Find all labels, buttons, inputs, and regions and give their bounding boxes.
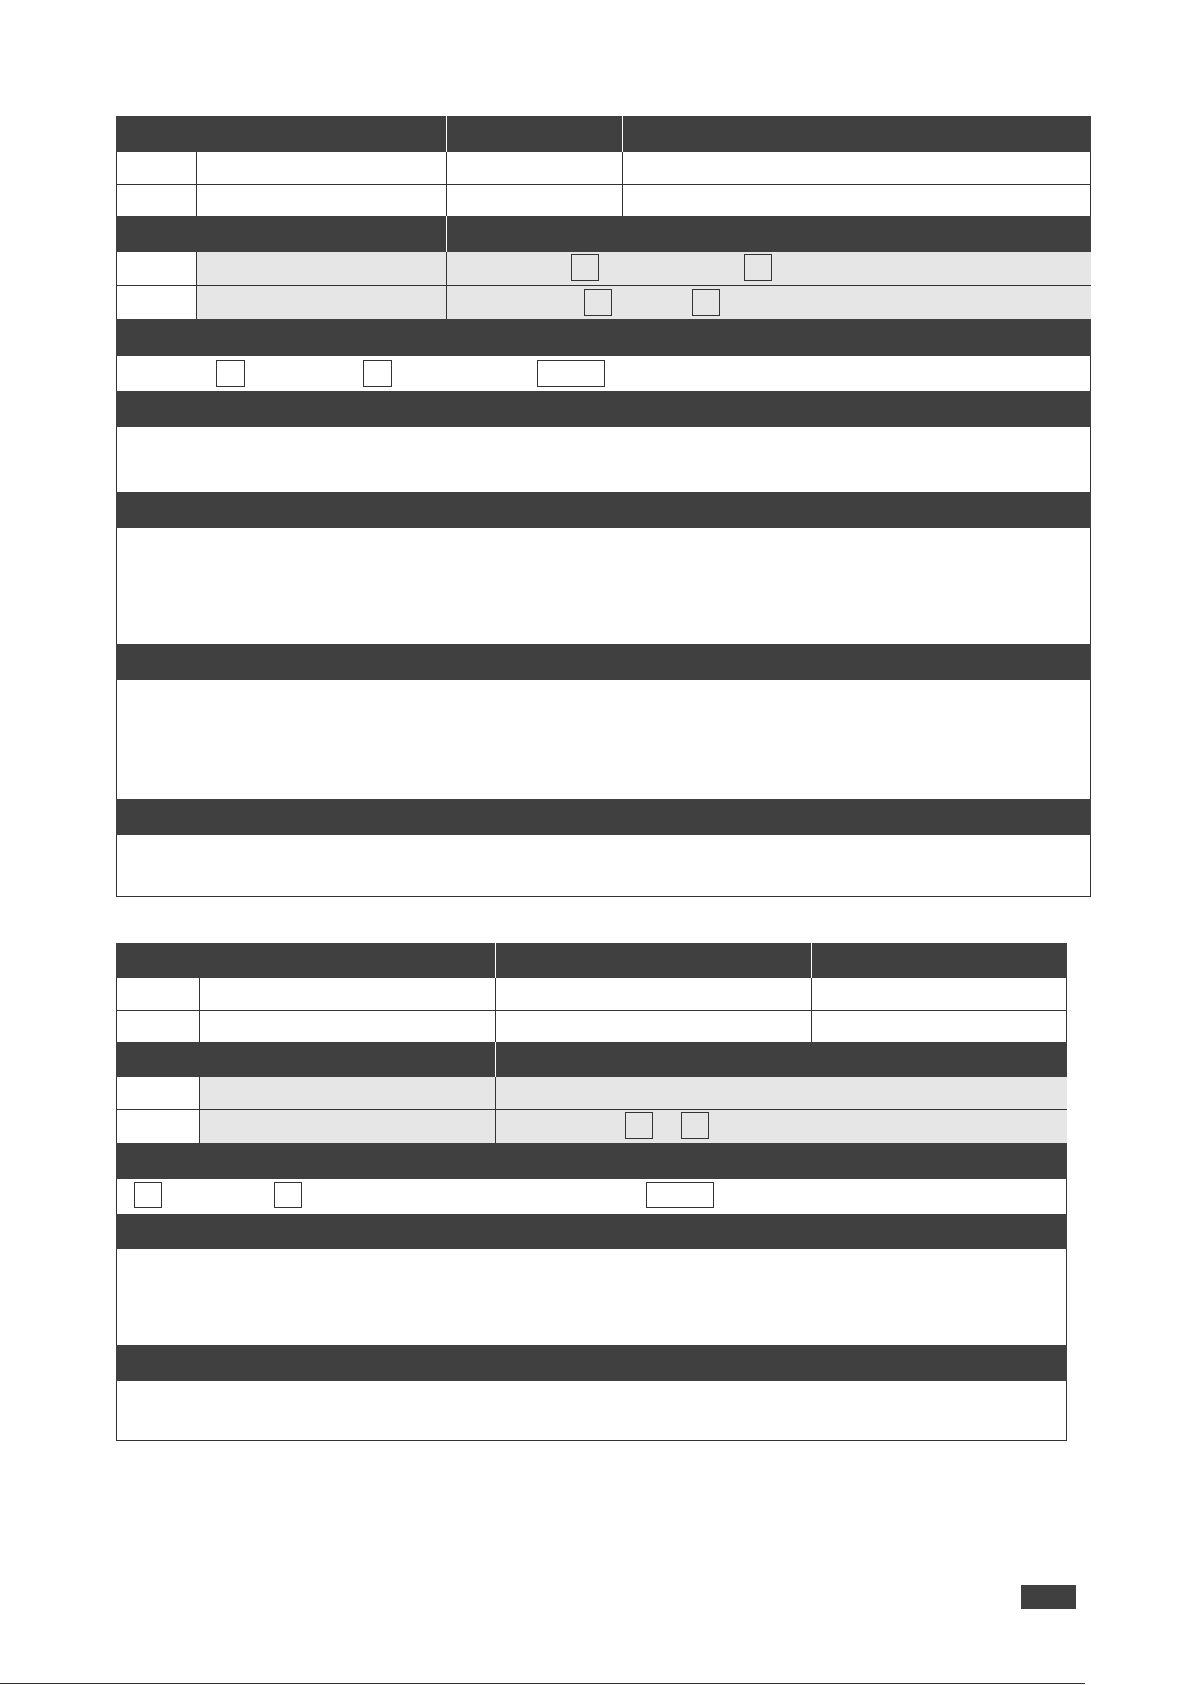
form-2-header-divider <box>811 943 812 978</box>
form-2-header-row <box>116 1345 1067 1381</box>
checkbox[interactable] <box>216 360 245 387</box>
checkbox[interactable] <box>744 254 772 281</box>
form-2-col-divider <box>495 978 496 1042</box>
form-1-header-row <box>116 216 1091 252</box>
form-2-header-row <box>116 943 1067 978</box>
form-2-row-rule <box>116 1109 1067 1110</box>
form-1-header-row <box>116 116 1091 152</box>
page-number-tab <box>1021 1585 1076 1609</box>
form-2-header-divider <box>495 1042 496 1077</box>
form-1-header-row <box>116 319 1091 356</box>
checkbox[interactable] <box>625 1112 653 1139</box>
form-2-col-divider <box>811 978 812 1042</box>
footer-rule <box>0 1683 1085 1684</box>
form-1-col-divider <box>446 252 447 319</box>
form-1-shaded-row <box>196 286 1091 319</box>
input-field[interactable] <box>646 1182 714 1208</box>
form-1-col-divider <box>446 152 447 216</box>
form-2-col-divider <box>495 1077 496 1143</box>
form-1-shaded-row <box>196 252 1091 285</box>
form-2-header-row <box>116 1143 1067 1179</box>
form-1-col-divider <box>196 152 197 216</box>
form-1-row-rule <box>116 184 1091 185</box>
checkbox[interactable] <box>363 360 392 387</box>
form-2-col-divider <box>199 978 200 1042</box>
form-1-col-divider <box>622 152 623 216</box>
form-2-header-row <box>116 1042 1067 1077</box>
checkbox[interactable] <box>274 1182 302 1208</box>
form-1-header-row <box>116 799 1091 835</box>
form-2-col-divider <box>199 1077 200 1143</box>
form-1-header-row <box>116 644 1091 680</box>
input-field[interactable] <box>537 360 605 387</box>
form-1-header-row <box>116 391 1091 427</box>
form-1-col-divider <box>196 252 197 319</box>
checkbox[interactable] <box>681 1112 709 1139</box>
form-2-row-rule <box>116 1010 1067 1011</box>
checkbox[interactable] <box>584 289 612 316</box>
checkbox[interactable] <box>692 289 720 316</box>
checkbox[interactable] <box>571 254 599 281</box>
form-2-shaded-row <box>199 1077 1067 1109</box>
form-2-header-row <box>116 1214 1067 1249</box>
form-2-header-divider <box>495 943 496 978</box>
form-1-header-divider <box>622 116 623 152</box>
checkbox[interactable] <box>134 1182 162 1208</box>
form-1-header-divider <box>446 216 447 252</box>
form-1-row-rule <box>116 285 1091 286</box>
form-1-header-row <box>116 492 1091 528</box>
form-1-header-divider <box>446 116 447 152</box>
